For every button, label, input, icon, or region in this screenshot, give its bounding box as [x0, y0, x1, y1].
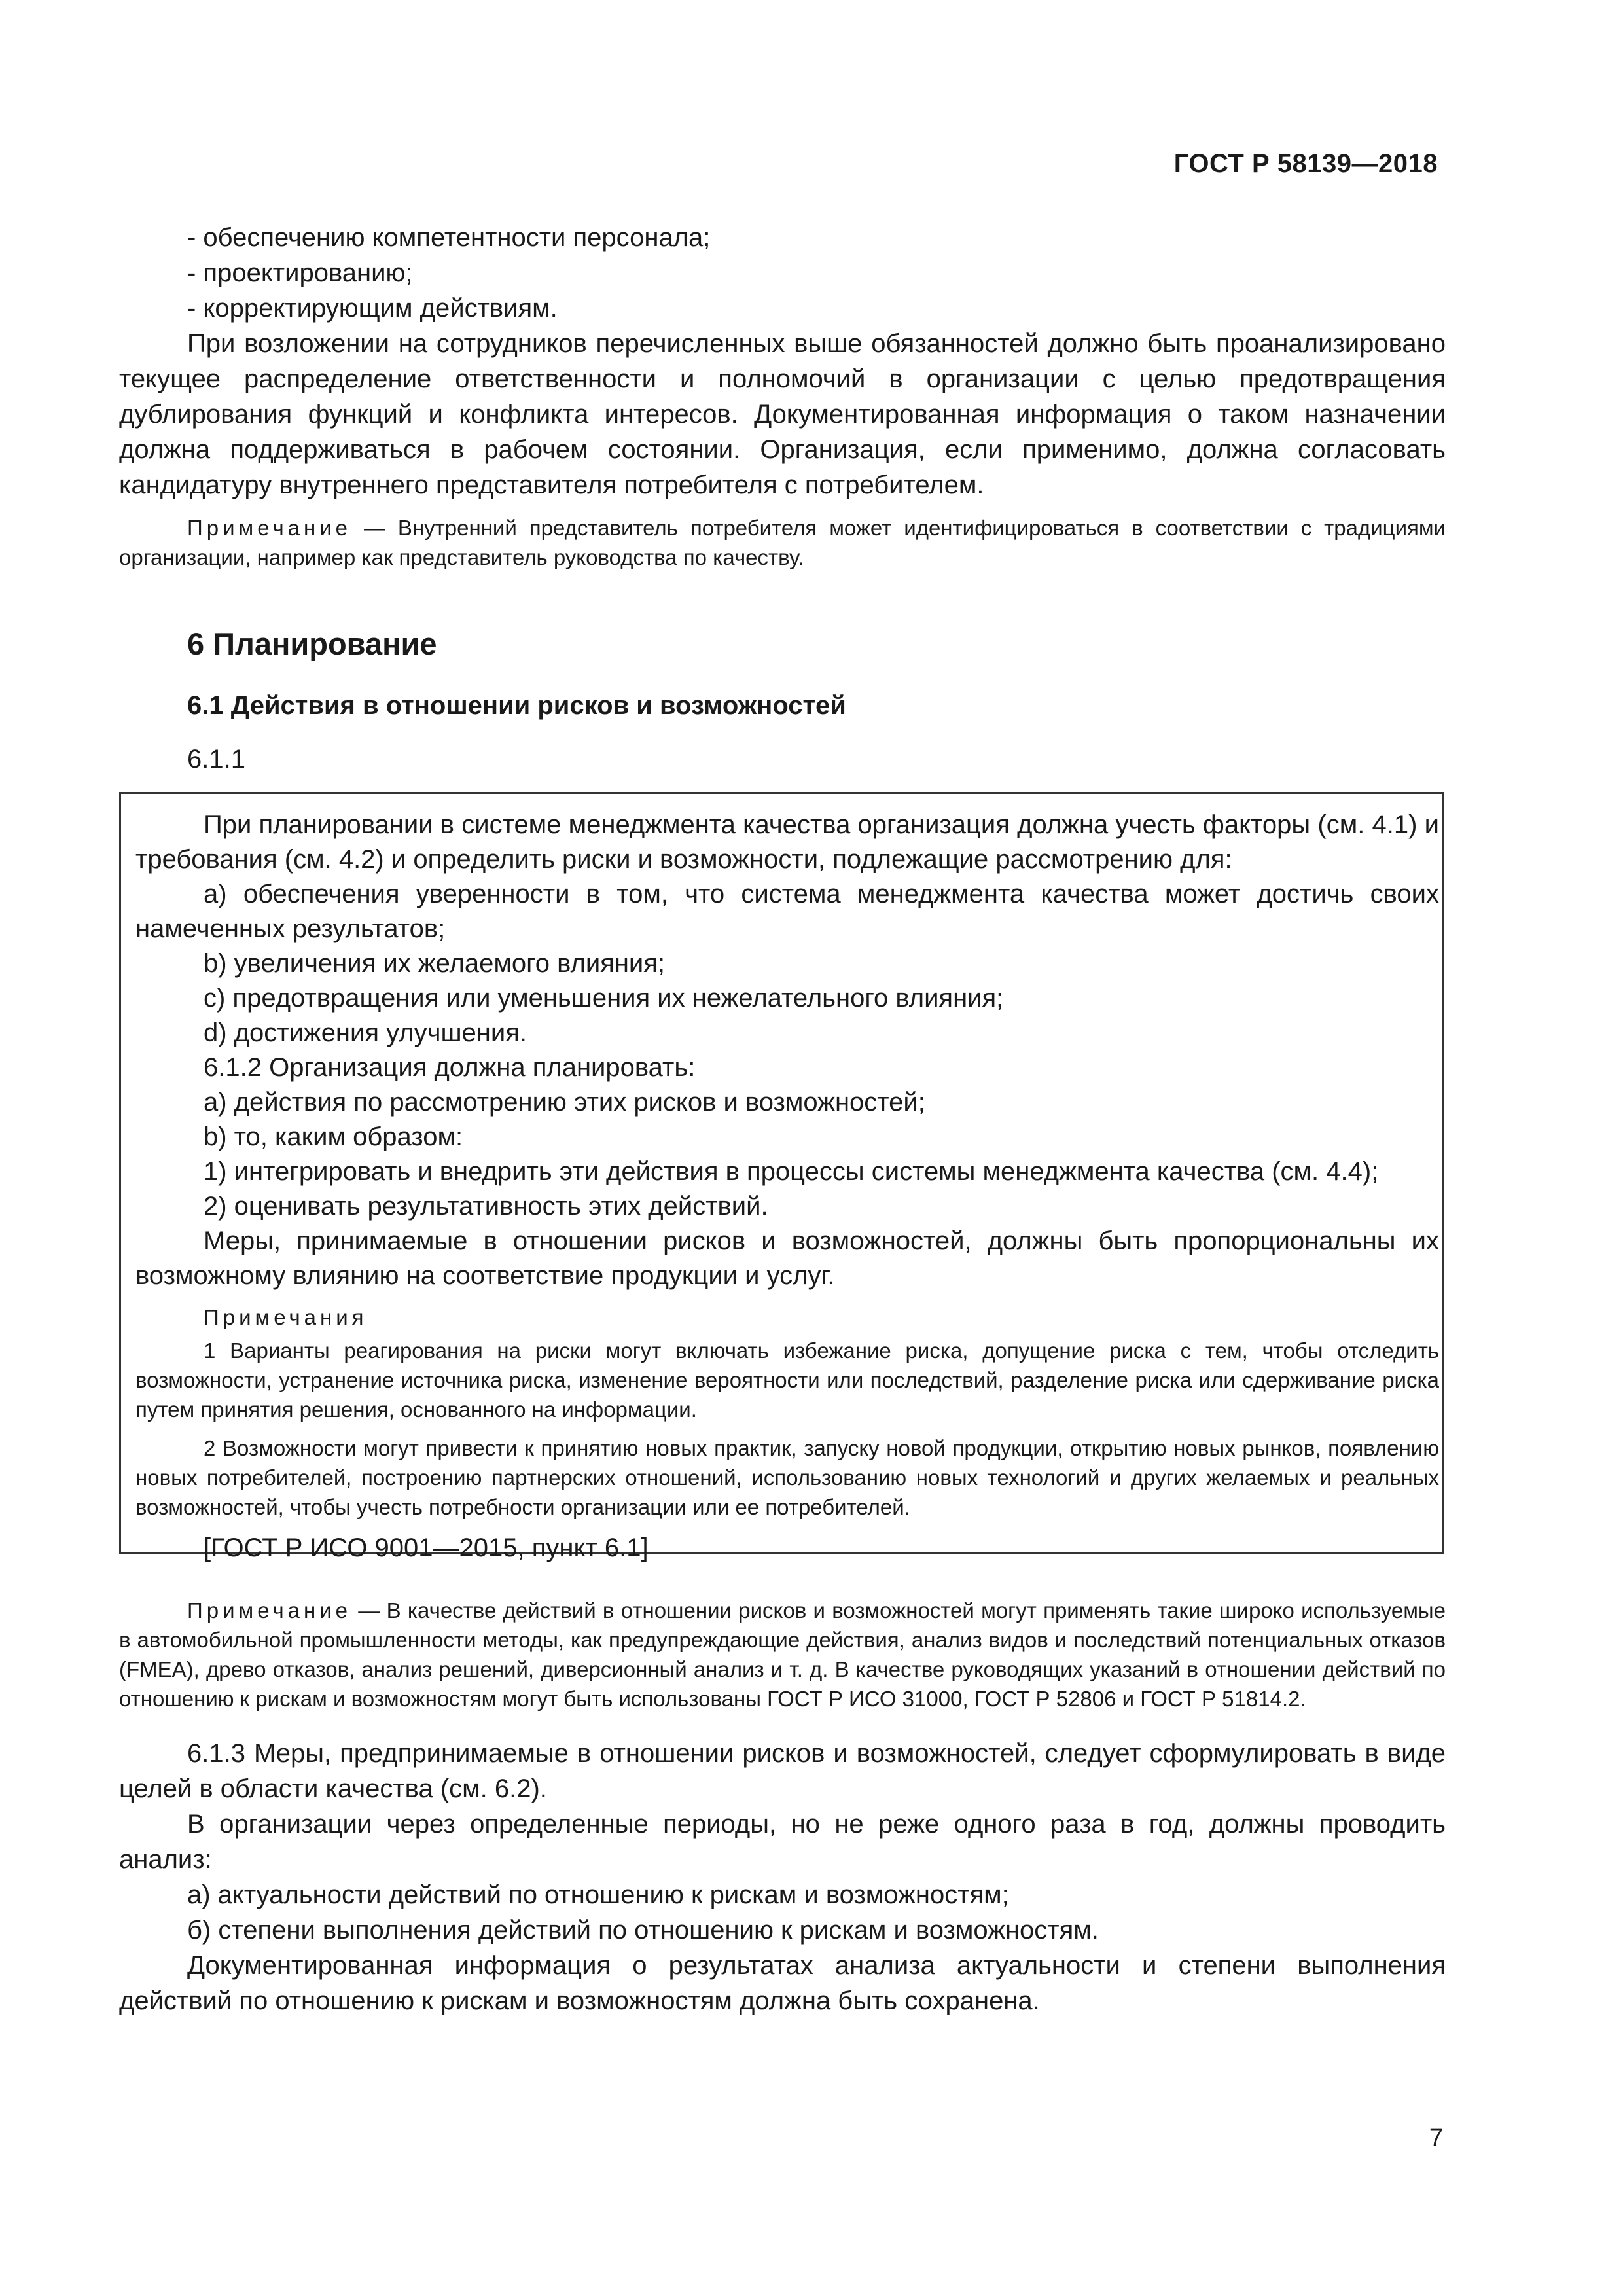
box-paragraph: Меры, принимаемые в отношении рисков и возможностей, должны быть пропорциональны их возможному влиянию на соответствие продукции и услуг.	[135, 1227, 1439, 1290]
note-label: Примечание	[187, 516, 352, 540]
box-note: 2 Возможности могут привести к принятию новых практик, запуску новой продукции, открытию новых рынков, появлению новых потребителей, построению партнерских отношений, использованию новых технологий и других желаемых и реальных возможностей, чтобы учесть потребности организации или ее потребителей.	[135, 1436, 1439, 1519]
list-item: a) обеспечения уверенности в том, что система менеджмента качества может достичь своих намеченных результатов;	[135, 880, 1439, 943]
box-note: 1 Варианты реагирования на риски могут включать избежание риска, допущение риска с тем, чтобы отследить возможности, устранение источника риска, изменение вероятности или последствий, разделение риска или сдерживание риска путем принятия решения, основанного на информации.	[135, 1338, 1439, 1422]
list-item: c) предотвращения или уменьшения их нежелательного влияния;	[204, 984, 1004, 1013]
note-text: — Внутренний представитель потребителя может идентифицироваться в соответствии с традициями организации, например как представитель руководства по качеству.	[119, 516, 1446, 569]
clause-number: 6.1.1	[187, 745, 245, 774]
section-title: 6 Планирование	[187, 626, 437, 661]
list-item: - корректирующим действиям.	[187, 294, 558, 323]
list-item: б) степени выполнения действий по отношению к рискам и возможностям.	[187, 1916, 1099, 1945]
review-paragraph: В организации через определенные периоды, но не реже одного раза в год, должны проводить анализ:	[119, 1810, 1446, 1874]
after-box-block	[119, 1596, 1446, 2018]
notes-label: Примечания	[204, 1305, 368, 1329]
list-item: b) то, каким образом:	[204, 1122, 463, 1151]
intro-note	[119, 513, 1446, 572]
list-item: d) достижения улучшения.	[204, 1018, 527, 1047]
intro-paragraph: При возложении на сотрудников перечисленных выше обязанностей должно быть проанализировано текущее распределение ответственности и полномочий в организации с целью предотвращения дублирования функций и конфликта интересов. Документированная информация о таком назначении должна поддерживаться в рабочем состоянии. Организация, если применимо, должна согласовать кандидатуру внутреннего представителя потребителя с потребителем.	[119, 329, 1446, 499]
subsection-title: 6.1 Действия в отношении рисков и возможностей	[187, 691, 846, 720]
list-item: - обеспечению компетентности персонала;	[187, 223, 711, 252]
after-note	[119, 1596, 1446, 1713]
list-item: 2) оценивать результативность этих действий.	[204, 1192, 768, 1221]
document-code-header: ГОСТ Р 58139—2018	[1173, 149, 1438, 178]
quoted-requirements-box	[119, 792, 1444, 1562]
box-paragraph: 6.1.2 Организация должна планировать:	[204, 1053, 696, 1082]
list-item: - проектированию;	[187, 259, 413, 287]
reference: [ГОСТ Р ИСО 9001—2015, пункт 6.1]	[204, 1534, 649, 1562]
list-item: а) актуальности действий по отношению к рискам и возможностям;	[187, 1880, 1009, 1909]
note-text: — В качестве действий в отношении рисков и возможностей могут применять такие широко используемые в автомобильной промышленности методы, как предупреждающие действия, анализ видов и последствий потенциальных отказов (FMEA), древо отказов, анализ решений, диверсионный анализ и т. д. В качестве руководящих указаний в отношении действий по отношению к рискам и возможностям могут быть использованы ГОСТ Р ИСО 31000, ГОСТ Р 52806 и ГОСТ Р 51814.2.	[119, 1598, 1446, 1711]
box-paragraph: При планировании в системе менеджмента качества организация должна учесть факторы (см. 4.1) и требования (см. 4.2) и определить риски и возможности, подлежащие рассмотрению для:	[135, 810, 1439, 874]
paragraph-6-1-3: 6.1.3 Меры, предпринимаемые в отношении рисков и возможностей, следует сформулировать в виде целей в области качества (см. 6.2).	[119, 1739, 1446, 1803]
list-item: b) увеличения их желаемого влияния;	[204, 949, 666, 978]
list-item: a) действия по рассмотрению этих рисков и возможностей;	[204, 1088, 925, 1117]
list-item: 1) интегрировать и внедрить эти действия в процессы системы менеджмента качества (см. 4.4);	[204, 1157, 1379, 1186]
final-paragraph: Документированная информация о результатах анализа актуальности и степени выполнения действий по отношению к рискам и возможностям должна быть сохранена.	[119, 1951, 1446, 2015]
page-number: 7	[1429, 2125, 1443, 2152]
intro-block	[119, 220, 1446, 572]
note-label: Примечание	[187, 1598, 352, 1623]
